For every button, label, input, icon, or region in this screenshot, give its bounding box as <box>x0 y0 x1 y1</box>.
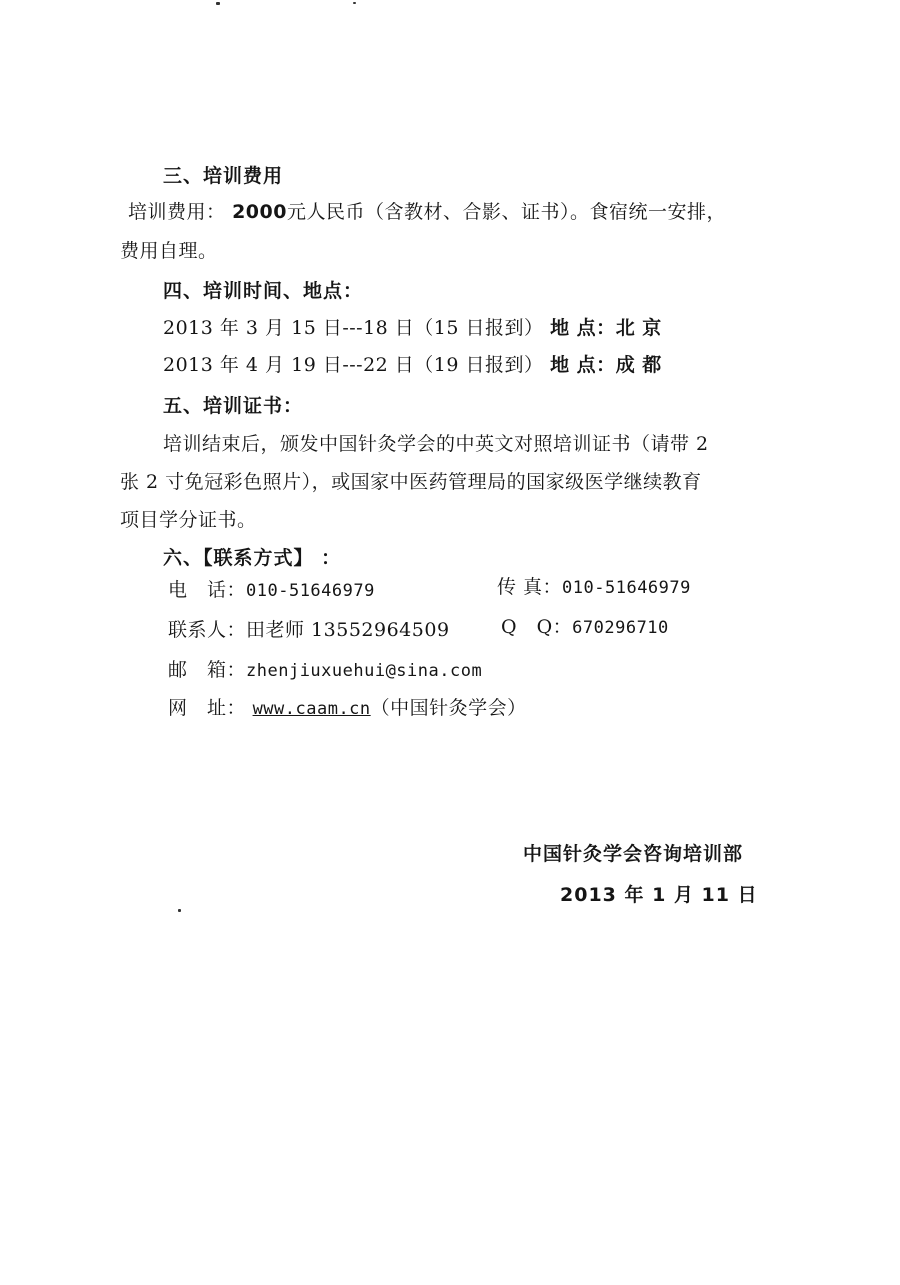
email-value[interactable]: zhenjiuxuehui@sina.com <box>246 661 483 681</box>
qq-value: 670296710 <box>572 618 669 638</box>
qq-label: Q Q： <box>501 616 573 638</box>
certificate-line: 项目学分证书。 <box>120 509 257 531</box>
contact-label: 联系人： <box>168 619 247 641</box>
qq-row <box>501 612 669 639</box>
email-row <box>168 655 482 682</box>
scan-speck <box>353 2 356 4</box>
certificate-line: 张 2 寸免冠彩色照片），或国家中医药管理局的国家级医学继续教育 <box>120 471 702 493</box>
section-4-heading: 四、培训时间、地点： <box>163 280 364 302</box>
fax-row <box>497 572 691 599</box>
session-row <box>163 313 662 340</box>
session-date: 2013 年 4 月 19 日---22 日（19 日报到） <box>163 354 544 376</box>
fee-line-2: 费用自理。 <box>120 240 218 262</box>
fax-label: 传 真： <box>497 576 563 598</box>
issue-date: 2013 年 1 月 11 日 <box>560 884 758 906</box>
phone-label: 电 话： <box>168 579 247 601</box>
email-label: 邮 箱： <box>168 659 247 681</box>
scan-speck <box>178 909 181 912</box>
section-5-heading: 五、培训证书： <box>163 395 304 417</box>
section-6-heading: 六、【联系方式】 ： <box>163 547 342 569</box>
website-label: 网 址： <box>168 697 247 719</box>
fee-amount: 2000 <box>232 201 287 223</box>
phone-row <box>168 575 375 602</box>
session-place: 成 都 <box>615 354 662 376</box>
certificate-line: 培训结束后，颁发中国针灸学会的中英文对照培训证书（请带 2 <box>163 433 709 455</box>
fee-prefix: 培训费用： <box>128 201 226 223</box>
website-row <box>168 693 527 720</box>
scan-speck <box>216 2 220 5</box>
contact-value: 田老师 13552964509 <box>246 619 450 641</box>
section-3-heading: 三、培训费用 <box>163 165 284 187</box>
fee-rest: 元人民币（含教材、合影、证书）。食宿统一安排， <box>286 201 726 223</box>
session-row <box>163 350 662 377</box>
website-name: （中国针灸学会） <box>370 697 527 719</box>
fax-value: 010-51646979 <box>562 578 691 598</box>
session-date: 2013 年 3 月 15 日---18 日（15 日报到） <box>163 317 544 339</box>
website-link[interactable]: www.caam.cn <box>252 699 371 719</box>
fee-line-1 <box>128 197 726 224</box>
phone-value: 010-51646979 <box>246 581 375 601</box>
session-place-label: 地 点： <box>550 317 616 339</box>
contact-row <box>168 615 450 642</box>
issuing-organization: 中国针灸学会咨询培训部 <box>523 843 744 865</box>
session-place: 北 京 <box>615 317 662 339</box>
session-place-label: 地 点： <box>550 354 616 376</box>
